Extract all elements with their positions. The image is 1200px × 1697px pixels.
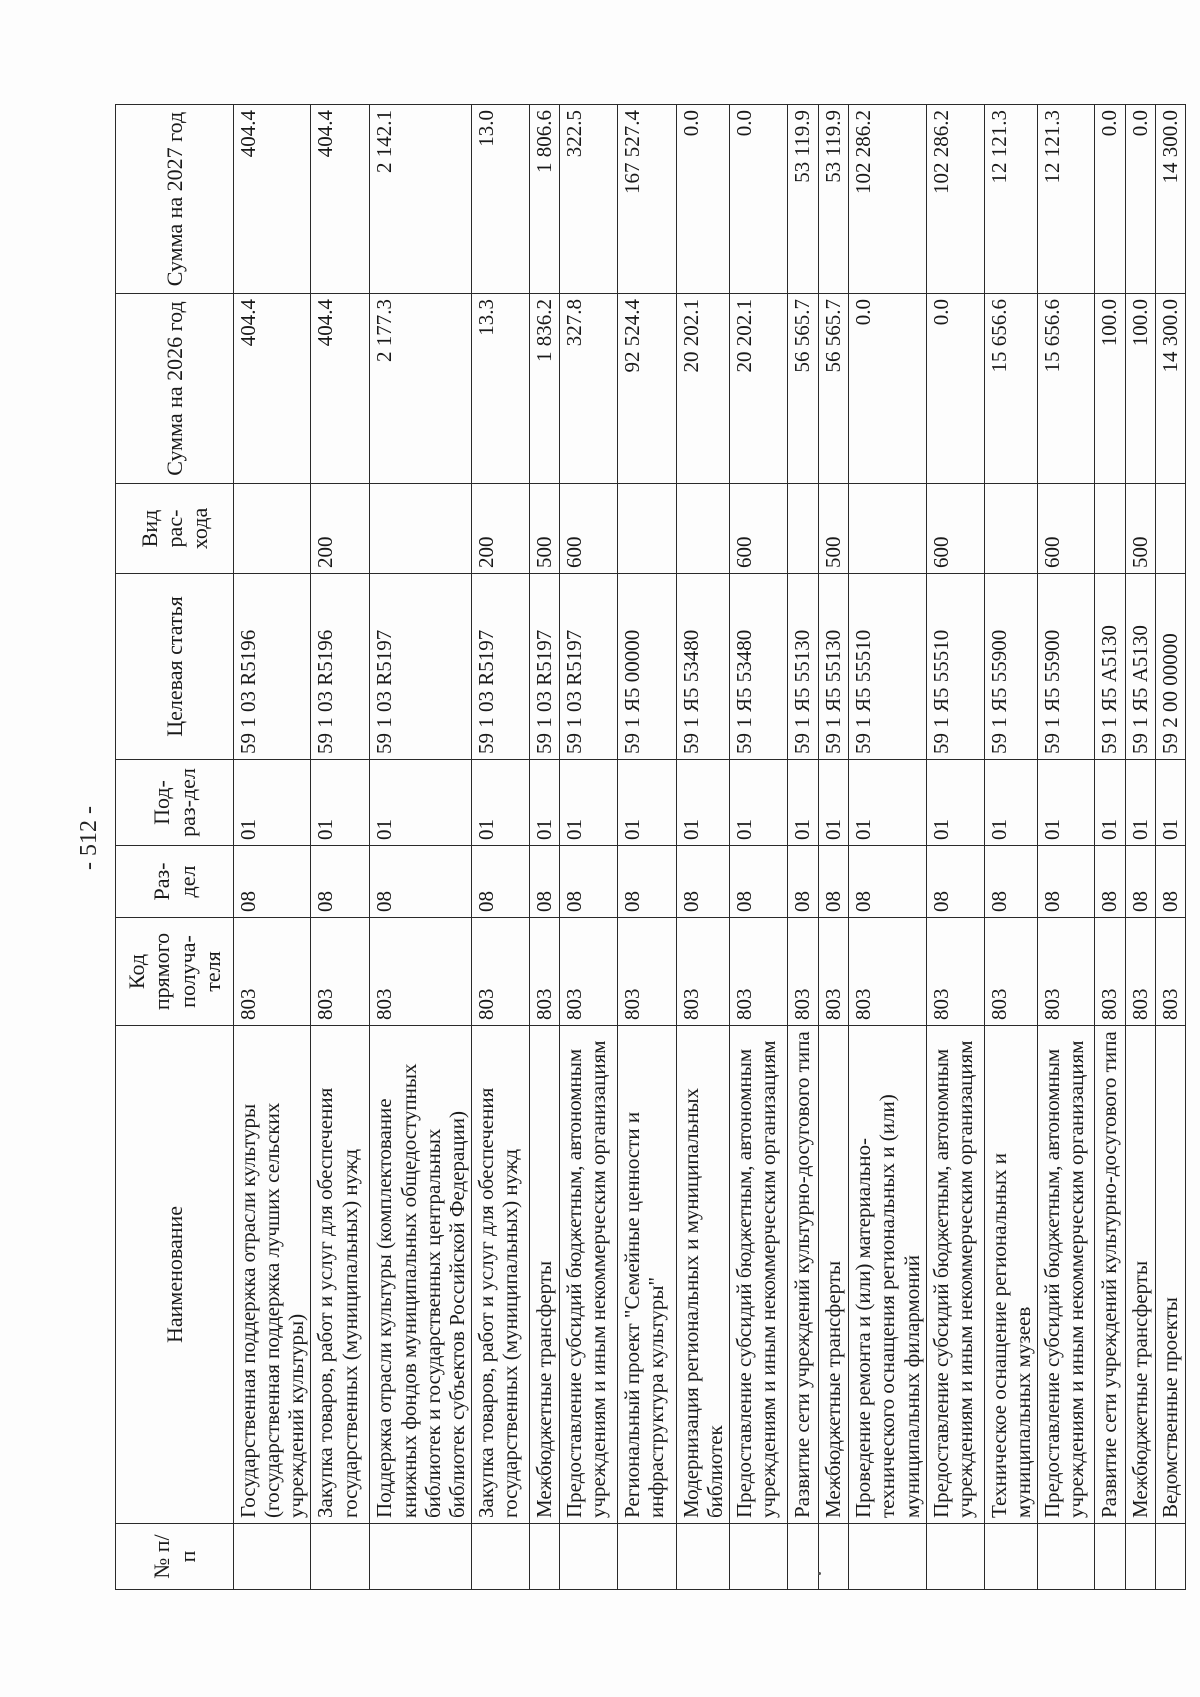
table-row [984,105,1037,1590]
row-num-cell [849,1524,926,1590]
row-section-cell: 08 [1125,846,1155,918]
header-target: Целевая статья [116,574,234,760]
row-sum-2026-cell: 13.3 [471,294,529,484]
row-sum-2026-cell: 1 836.2 [529,294,559,484]
row-section-cell: 08 [849,846,926,918]
row-subsection-cell: 01 [311,760,370,846]
row-section-cell: 08 [819,846,849,918]
row-target-cell: 59 1 03 R5197 [529,574,559,760]
row-target-cell: 59 1 03 R5196 [311,574,370,760]
row-name-cell: Развитие сети учреждений культурно-досугового типа [788,1026,819,1524]
row-name-cell: Закупка товаров, работ и услуг для обеспечения государственных (муниципальных) нужд [471,1026,529,1524]
row-code-cell: 803 [1125,918,1155,1026]
row-name-cell: Ведомственные проекты [1155,1026,1185,1524]
table-row [370,105,472,1590]
row-name-cell: Техническое оснащение региональных и муниципальных музеев [984,1026,1037,1524]
row-section-cell: 08 [1094,846,1125,918]
table-header-row [116,105,234,1590]
table-row [529,105,559,1590]
row-section-cell: 08 [234,846,311,918]
row-sum-2026-cell: 15 656.6 [984,294,1037,484]
row-kind-cell [234,484,311,574]
table-row [311,105,370,1590]
row-code-cell: 803 [1155,918,1185,1026]
table-row [730,105,788,1590]
budget-table [115,104,1186,1590]
row-sum-2026-cell: 14 300.0 [1155,294,1185,484]
row-sum-2027-cell: 102 286.2 [926,105,984,294]
row-section-cell: 08 [676,846,729,918]
row-code-cell: 803 [529,918,559,1026]
row-sum-2027-cell: 0.0 [1094,105,1125,294]
table-row [788,105,819,1590]
row-sum-2027-cell: 53 119.9 [788,105,819,294]
row-kind-cell [849,484,926,574]
row-kind-cell: 500 [529,484,559,574]
row-num-cell [559,1524,617,1590]
row-code-cell: 803 [819,918,849,1026]
row-section-cell: 08 [984,846,1037,918]
row-kind-cell: 200 [471,484,529,574]
row-subsection-cell: 01 [849,760,926,846]
row-kind-cell: 600 [1037,484,1094,574]
row-kind-cell [370,484,472,574]
row-target-cell: 59 1 Я5 55900 [984,574,1037,760]
table-row [617,105,676,1590]
rotated-table-container [115,105,1182,1590]
table-row [1037,105,1094,1590]
row-target-cell: 59 1 03 R5197 [370,574,472,760]
header-sum-2026: Сумма на 2026 год [116,294,234,484]
table-row [1094,105,1125,1590]
header-name: Наименование [116,1026,234,1524]
table-row [559,105,617,1590]
row-subsection-cell: 01 [471,760,529,846]
row-section-cell: 08 [617,846,676,918]
header-subsection: Под-раз-дел [116,760,234,846]
row-sum-2027-cell: 2 142.1 [370,105,472,294]
row-code-cell: 803 [559,918,617,1026]
row-num-cell [730,1524,788,1590]
row-section-cell: 08 [926,846,984,918]
row-num-cell [676,1524,729,1590]
row-subsection-cell: 01 [559,760,617,846]
table-row [234,105,311,1590]
table-row [1155,105,1185,1590]
row-code-cell: 803 [234,918,311,1026]
row-sum-2026-cell: 404.4 [311,294,370,484]
row-target-cell: 59 1 Я5 53480 [730,574,788,760]
row-name-cell: Проведение ремонта и (или) материально-технического оснащения региональных и (или) муниципальных филармоний [849,1026,926,1524]
row-num-cell [984,1524,1037,1590]
row-num-cell [529,1524,559,1590]
row-num-cell [1094,1524,1125,1590]
row-name-cell: Межбюджетные трансферты [529,1026,559,1524]
row-name-cell: Межбюджетные трансферты [1125,1026,1155,1524]
row-target-cell: 59 1 03 R5197 [559,574,617,760]
row-sum-2026-cell: 20 202.1 [676,294,729,484]
row-target-cell: 59 1 Я5 00000 [617,574,676,760]
table-row [819,105,849,1590]
row-sum-2026-cell: 2 177.3 [370,294,472,484]
row-sum-2026-cell: 100.0 [1125,294,1155,484]
row-code-cell: 803 [984,918,1037,1026]
row-kind-cell [1094,484,1125,574]
row-subsection-cell: 01 [926,760,984,846]
row-section-cell: 08 [559,846,617,918]
scan-dot [818,1572,821,1575]
row-section-cell: 08 [370,846,472,918]
row-section-cell: 08 [788,846,819,918]
row-sum-2027-cell: 13.0 [471,105,529,294]
row-sum-2026-cell: 56 565.7 [788,294,819,484]
row-section-cell: 08 [730,846,788,918]
row-num-cell [311,1524,370,1590]
row-name-cell: Региональный проект "Семейные ценности и инфраструктура культуры" [617,1026,676,1524]
row-sum-2027-cell: 404.4 [311,105,370,294]
row-subsection-cell: 01 [676,760,729,846]
row-sum-2026-cell: 404.4 [234,294,311,484]
row-sum-2027-cell: 12 121.3 [1037,105,1094,294]
page-number: - 512 - [76,806,102,870]
row-code-cell: 803 [471,918,529,1026]
table-row [471,105,529,1590]
header-code: Код прямого получа-теля [116,918,234,1026]
row-name-cell: Предоставление субсидий бюджетным, автономным учреждениям и иным некоммерческим организациям [926,1026,984,1524]
row-sum-2027-cell: 14 300.0 [1155,105,1185,294]
row-code-cell: 803 [1094,918,1125,1026]
row-sum-2027-cell: 0.0 [730,105,788,294]
row-target-cell: 59 1 Я5 55130 [819,574,849,760]
header-num: № п/п [116,1524,234,1590]
row-subsection-cell: 01 [984,760,1037,846]
row-name-cell: Межбюджетные трансферты [819,1026,849,1524]
row-subsection-cell: 01 [1155,760,1185,846]
row-subsection-cell: 01 [788,760,819,846]
row-code-cell: 803 [617,918,676,1026]
row-sum-2026-cell: 0.0 [849,294,926,484]
row-kind-cell [1155,484,1185,574]
row-num-cell [617,1524,676,1590]
row-kind-cell: 600 [926,484,984,574]
row-section-cell: 08 [529,846,559,918]
row-num-cell [1155,1524,1185,1590]
row-name-cell: Поддержка отрасли культуры (комплектование книжных фондов муниципальных общедоступных библиотек и государственных центральных библиотек субъектов Российской Федерации) [370,1026,472,1524]
row-section-cell: 08 [1037,846,1094,918]
row-section-cell: 08 [311,846,370,918]
row-num-cell [926,1524,984,1590]
row-sum-2027-cell: 0.0 [676,105,729,294]
row-code-cell: 803 [676,918,729,1026]
row-subsection-cell: 01 [370,760,472,846]
header-kind: Вид рас-хода [116,484,234,574]
row-sum-2027-cell: 53 119.9 [819,105,849,294]
row-name-cell: Предоставление субсидий бюджетным, автономным учреждениям и иным некоммерческим организациям [1037,1026,1094,1524]
row-sum-2027-cell: 167 527.4 [617,105,676,294]
row-sum-2027-cell: 404.4 [234,105,311,294]
row-kind-cell: 500 [819,484,849,574]
row-sum-2026-cell: 327.8 [559,294,617,484]
row-subsection-cell: 01 [1094,760,1125,846]
row-target-cell: 59 1 03 R5197 [471,574,529,760]
row-sum-2026-cell: 20 202.1 [730,294,788,484]
row-code-cell: 803 [370,918,472,1026]
row-kind-cell: 500 [1125,484,1155,574]
row-name-cell: Государственная поддержка отрасли культуры (государственная поддержка лучших сельских учреждений культуры) [234,1026,311,1524]
row-sum-2027-cell: 102 286.2 [849,105,926,294]
row-sum-2027-cell: 12 121.3 [984,105,1037,294]
row-subsection-cell: 01 [529,760,559,846]
row-subsection-cell: 01 [617,760,676,846]
row-num-cell [471,1524,529,1590]
row-sum-2026-cell: 56 565.7 [819,294,849,484]
row-target-cell: 59 1 03 R5196 [234,574,311,760]
row-kind-cell [617,484,676,574]
row-kind-cell [984,484,1037,574]
row-target-cell: 59 1 Я5 53480 [676,574,729,760]
row-target-cell: 59 1 Я5 55510 [926,574,984,760]
row-subsection-cell: 01 [730,760,788,846]
row-num-cell [1125,1524,1155,1590]
row-code-cell: 803 [730,918,788,1026]
row-kind-cell [676,484,729,574]
row-sum-2026-cell: 100.0 [1094,294,1125,484]
row-target-cell: 59 1 Я5 А5130 [1094,574,1125,760]
row-section-cell: 08 [1155,846,1185,918]
row-name-cell: Предоставление субсидий бюджетным, автономным учреждениям и иным некоммерческим организациям [730,1026,788,1524]
row-kind-cell: 200 [311,484,370,574]
row-sum-2027-cell: 322.5 [559,105,617,294]
row-code-cell: 803 [1037,918,1094,1026]
row-subsection-cell: 01 [819,760,849,846]
header-sum-2027: Сумма на 2027 год [116,105,234,294]
row-name-cell: Модернизация региональных и муниципальных библиотек [676,1026,729,1524]
row-num-cell [234,1524,311,1590]
row-subsection-cell: 01 [1125,760,1155,846]
row-kind-cell: 600 [730,484,788,574]
table-row [676,105,729,1590]
row-num-cell [370,1524,472,1590]
row-target-cell: 59 1 Я5 55130 [788,574,819,760]
row-name-cell: Закупка товаров, работ и услуг для обеспечения государственных (муниципальных) нужд [311,1026,370,1524]
row-section-cell: 08 [471,846,529,918]
row-target-cell: 59 1 Я5 55510 [849,574,926,760]
row-num-cell [1037,1524,1094,1590]
table-row [1125,105,1155,1590]
table-row [926,105,984,1590]
table-row [849,105,926,1590]
header-section: Раз-дел [116,846,234,918]
row-num-cell [819,1524,849,1590]
row-subsection-cell: 01 [234,760,311,846]
row-name-cell: Развитие сети учреждений культурно-досугового типа [1094,1026,1125,1524]
row-sum-2026-cell: 15 656.6 [1037,294,1094,484]
row-code-cell: 803 [311,918,370,1026]
row-name-cell: Предоставление субсидий бюджетным, автономным учреждениям и иным некоммерческим организациям [559,1026,617,1524]
row-sum-2026-cell: 92 524.4 [617,294,676,484]
row-subsection-cell: 01 [1037,760,1094,846]
row-sum-2026-cell: 0.0 [926,294,984,484]
row-kind-cell: 600 [559,484,617,574]
row-target-cell: 59 1 Я5 А5130 [1125,574,1155,760]
row-num-cell [788,1524,819,1590]
row-sum-2027-cell: 1 806.6 [529,105,559,294]
row-target-cell: 59 2 00 00000 [1155,574,1185,760]
row-code-cell: 803 [849,918,926,1026]
row-code-cell: 803 [788,918,819,1026]
row-code-cell: 803 [926,918,984,1026]
row-kind-cell [788,484,819,574]
row-target-cell: 59 1 Я5 55900 [1037,574,1094,760]
row-sum-2027-cell: 0.0 [1125,105,1155,294]
